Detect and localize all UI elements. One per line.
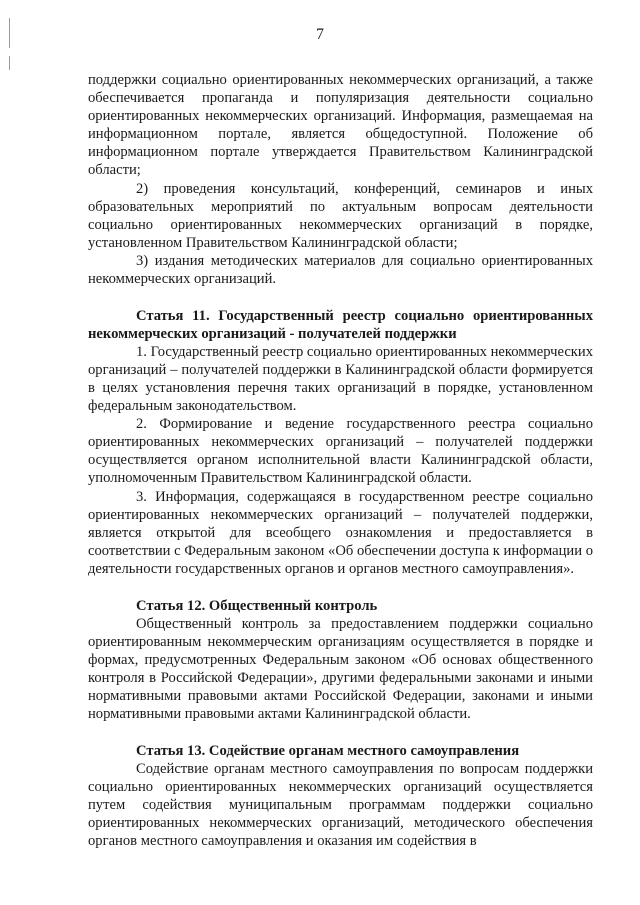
paragraph: поддержки социально ориентированных некоммерческих организаций, а также обеспечивается пропаганда и популяризация деятельности социально ориентированных некоммерческих организаций. Информация, размещаемая на информационном портале, является общедоступной. Положение об информационном портале утверждается Правительством Калининградской области;	[88, 72, 593, 179]
article-heading: Статья 11. Государственный реестр социально ориентированных некоммерческих организаций - получателей поддержки	[88, 307, 593, 342]
article-heading: Статья 12. Общественный контроль	[136, 597, 378, 614]
paragraph: 1. Государственный реестр социально ориентированных некоммерческих организаций – получателей поддержки в Калининградской области формируется в целях установления перечня таких организаций в порядке, установленном федеральным законодательством.	[88, 343, 593, 415]
paragraph: 3) издания методических материалов для социально ориентированных некоммерческих организаций.	[88, 252, 593, 288]
paragraph-gap	[88, 288, 593, 307]
document-body	[88, 71, 593, 850]
article-heading: Статья 13. Содействие органам местного самоуправления	[136, 742, 520, 759]
paragraph-gap	[88, 723, 593, 742]
paragraph: Содействие органам местного самоуправления по вопросам поддержки социально ориентированных некоммерческих организаций осуществляется путем содействия муниципальным программам поддержки социально ориентированных некоммерческих организаций, методического обеспечения органов местного самоуправления и оказания им содействия в	[88, 760, 593, 850]
paragraph: 2. Формирование и ведение государственного реестра социально ориентированных некоммерческих организаций – получателей поддержки осуществляется органом исполнительной власти Калининградской области, уполномоченным Правительством Калининградской области.	[88, 416, 593, 487]
page-number: 7	[316, 26, 324, 43]
paragraph: 3. Информация, содержащаяся в государственном реестре социально ориентированных некоммерческих организаций – получателей поддержки, является открытой для всеобщего ознакомления и предоставляется в соответствии с Федеральным законом «Об обеспечении доступа к информации о деятельности государственных органов и органов местного самоуправления».	[88, 488, 593, 577]
paragraph: Общественный контроль за предоставлением поддержки социально ориентированным некоммерческим организациям осуществляется в порядке и формах, предусмотренных Федеральным законом «Об основах общественного контроля в Российской Федерации», другими федеральными законами и иными нормативными правовыми актами Российской Федерации, законами и иными нормативными правовыми актами Калининградской области.	[88, 615, 593, 723]
paragraph: 2) проведения консультаций, конференций, семинаров и иных образовательных мероприятий по актуальным вопросам деятельности социально ориентированных некоммерческих организаций в порядке, установленном Правительством Калининградской области;	[88, 180, 593, 251]
paragraph-gap	[88, 578, 593, 597]
scan-edge-mark	[9, 56, 10, 70]
